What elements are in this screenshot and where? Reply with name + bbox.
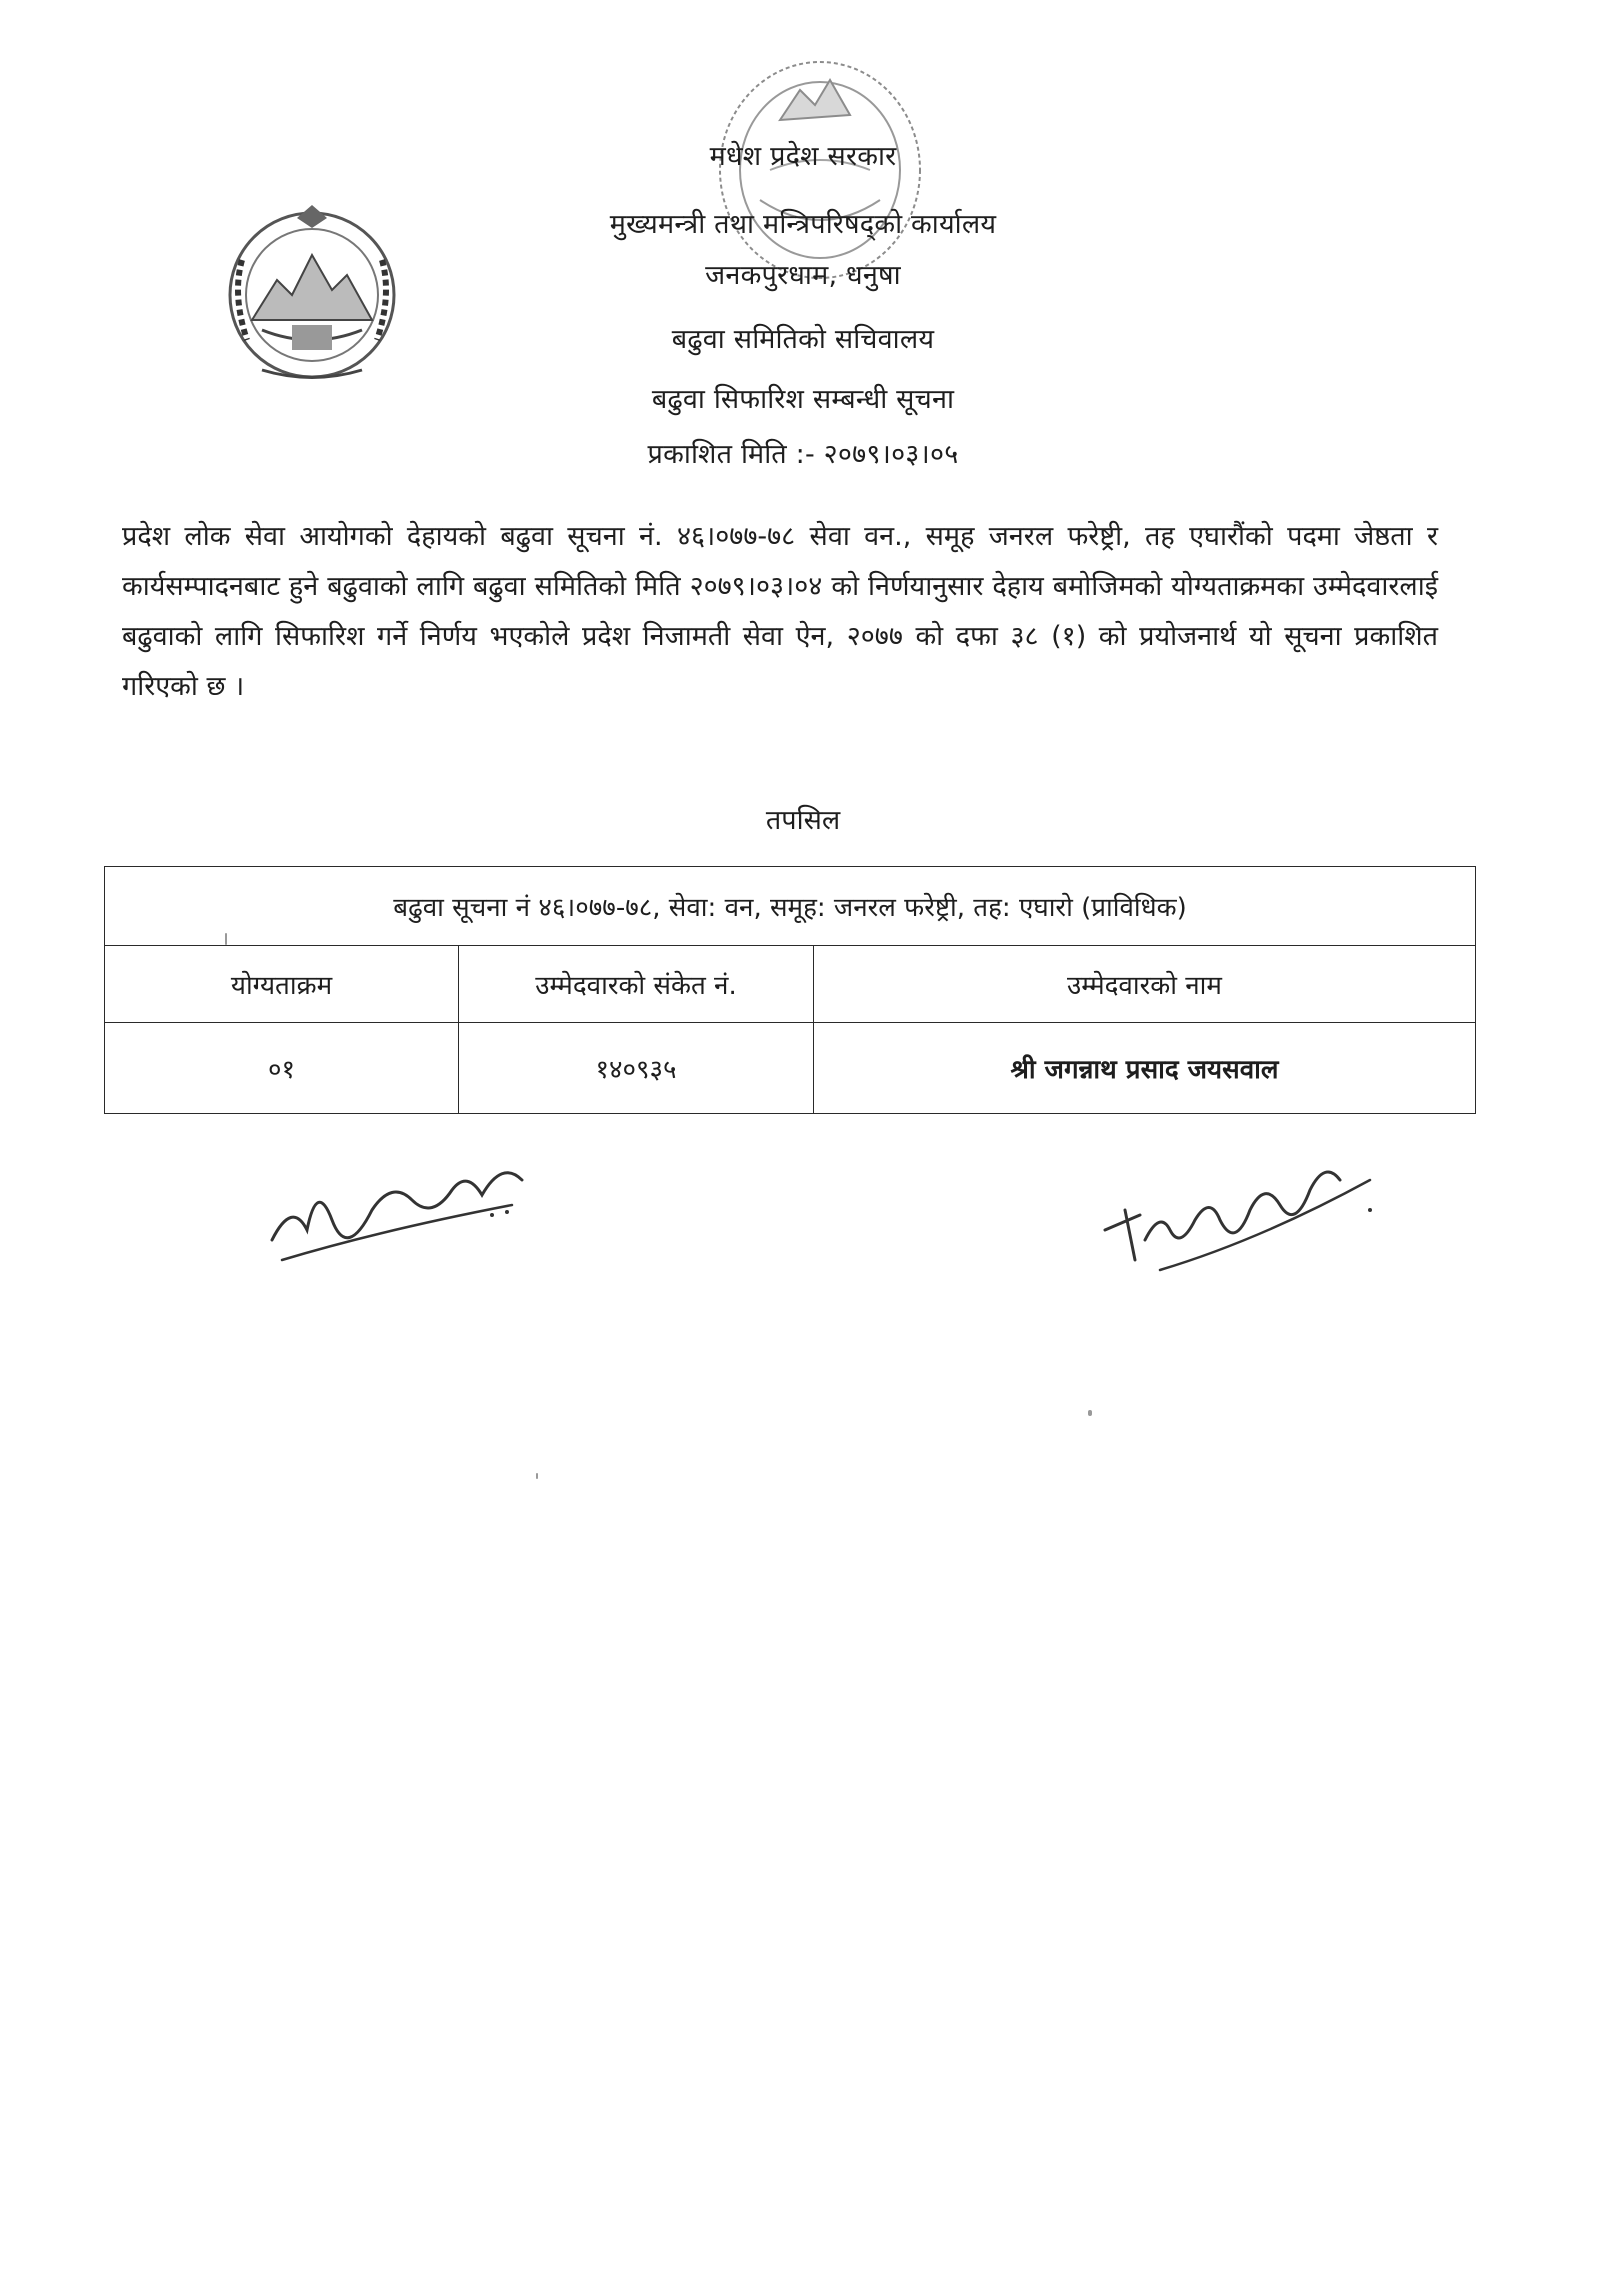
cell-merit-order: ०१ — [105, 1023, 459, 1114]
signature-left-icon — [262, 1120, 562, 1270]
publication-date: प्रकाशित मिति :- २०७९।०३।०५ — [647, 439, 959, 470]
header-office: मुख्यमन्त्री तथा मन्त्रिपरिषद्को कार्यालय — [609, 209, 997, 240]
cell-candidate-name: श्री जगन्नाथ प्रसाद जयसवाल — [814, 1023, 1476, 1114]
signature-right-icon — [1100, 1120, 1400, 1280]
header-location: जनकपुरधाम, धनुषा — [705, 260, 901, 291]
table-caption-row — [105, 867, 1476, 946]
header-candidate-name: उम्मेदवारको नाम — [814, 946, 1476, 1023]
table-caption: बढुवा सूचना नं ४६।०७७-७८, सेवा: वन, समूह: जनरल फरेष्ट्री, तह: एघारो (प्राविधिक) — [105, 867, 1476, 946]
table-header-row — [105, 946, 1476, 1023]
scan-speck — [225, 933, 227, 945]
scan-speck — [536, 1473, 538, 1479]
recommendation-table — [104, 866, 1476, 1114]
header-merit-order: योग्यताक्रम — [105, 946, 459, 1023]
notice-title: बढुवा सिफारिश सम्बन्धी सूचना — [651, 384, 955, 415]
details-heading: तपसिल — [765, 805, 841, 836]
header-candidate-code: उम्मेदवारको संकेत नं. — [459, 946, 814, 1023]
header-secretariat: बढुवा समितिको सचिवालय — [671, 324, 935, 355]
scan-speck — [1088, 1410, 1092, 1416]
header-government: मधेश प्रदेश सरकार — [709, 141, 897, 172]
notice-paragraph: प्रदेश लोक सेवा आयोगको देहायको बढुवा सूचना नं. ४६।०७७-७८ सेवा वन., समूह जनरल फरेष्ट्री, तह एघारौंको पदमा जेष्ठता र कार्यसम्पादनबाट हुने बढुवाको लागि बढुवा समितिको मिति २०७९।०३।०४ को निर्णयानुसार देहाय बमोजिमको योग्यताक्रमका उम्मेदवारलाई बढुवाको लागि सिफारिश गर्ने निर्णय भएकोले प्रदेश निजामती सेवा ऐन, २०७७ को दफा ३८ (१) को प्रयोजनार्थ यो सूचना प्रकाशित गरिएको छ । — [122, 521, 1438, 702]
table-row — [105, 1023, 1476, 1114]
cell-candidate-code: १४०९३५ — [459, 1023, 814, 1114]
